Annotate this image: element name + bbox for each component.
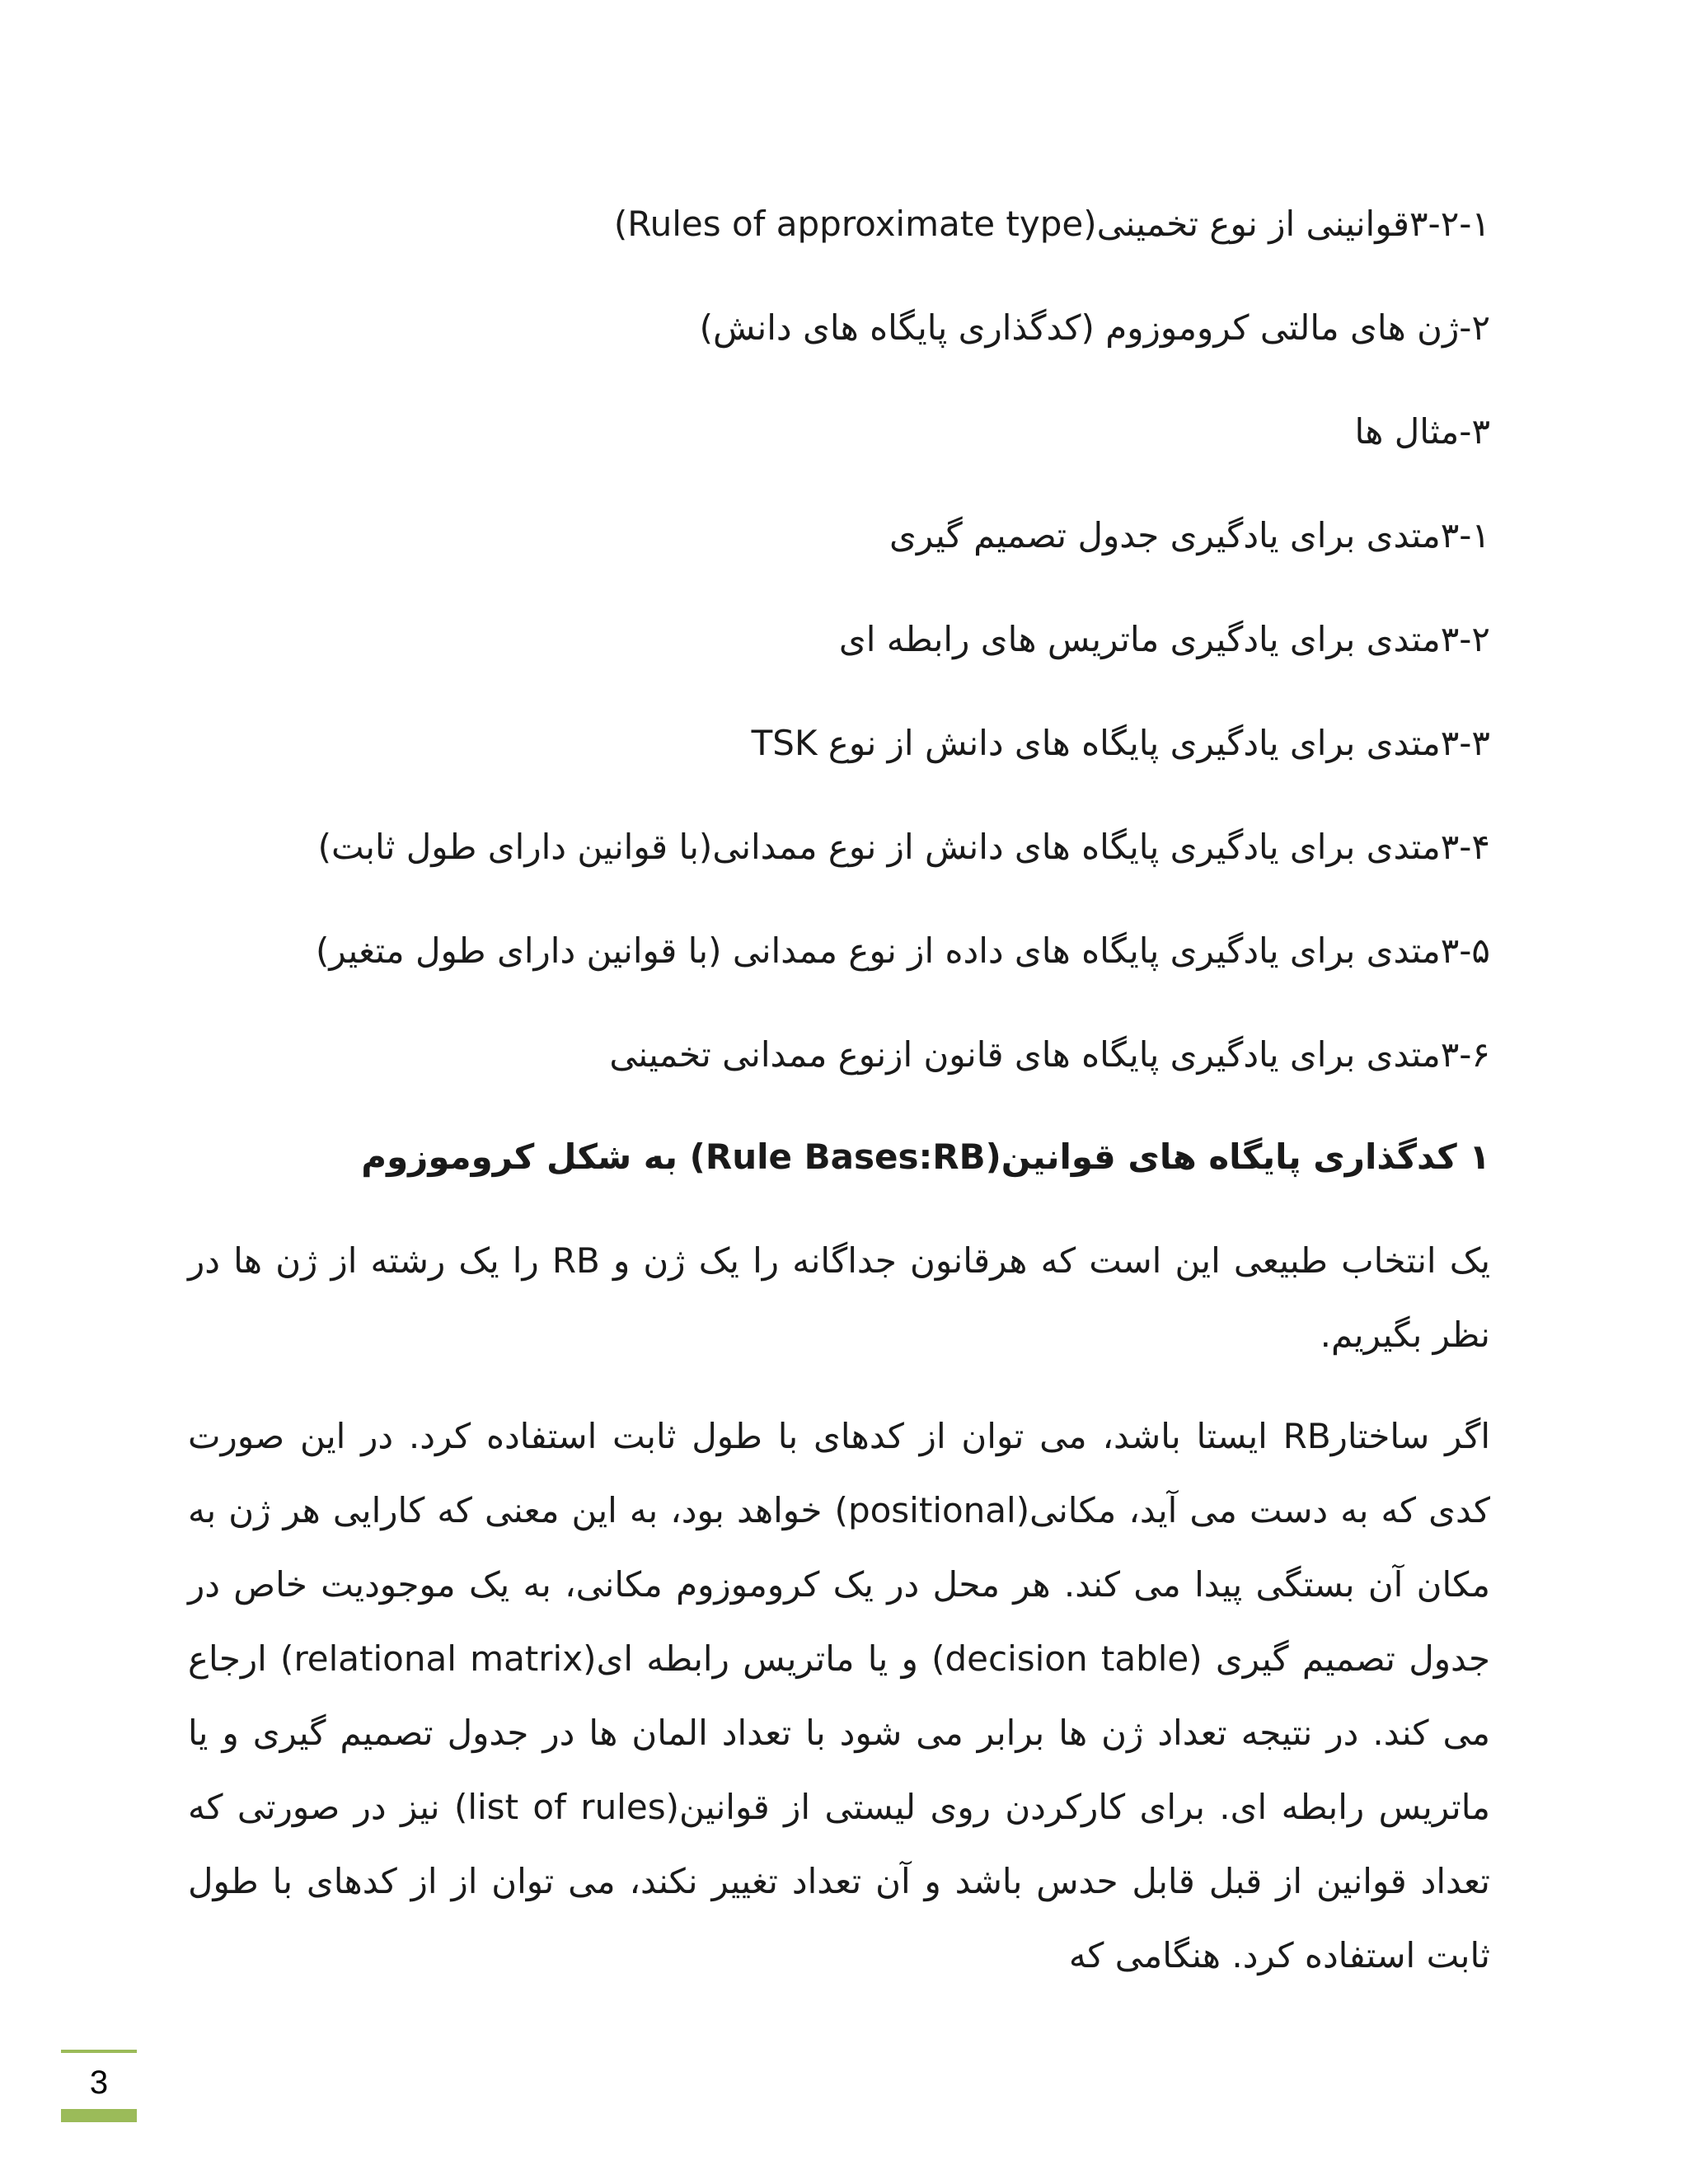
page-number-bottom-rule	[61, 2109, 137, 2122]
toc-item-3-3: ۳-۳متدی برای یادگیری پایگاه های دانش از نوع TSK	[751, 723, 1490, 763]
paragraph-1: یک انتخاب طبیعی این است که هرقانون جداگانه را یک ژن و RB را یک رشته از ژن ها در نظر بگیریم.	[188, 1240, 1491, 1355]
page-number-top-rule	[61, 2050, 137, 2053]
toc-item-3-5: ۳-۵متدی برای یادگیری پایگاه های داده از نوع ممدانی (با قوانین دارای طول متغیر)	[315, 930, 1490, 971]
toc-item-3: ۳-مثال ها	[1354, 411, 1490, 452]
paragraph-2: اگر ساختارRB ایستا باشد، می توان از کدهای با طول ثابت استفاده کرد. در این صورت کدی که به دست می آید، مکانی(positional) خواهد بود، به این معنی که کارایی هر ژن به مکان آن بستگی پیدا می کند. هر محل در یک کروموزوم مکانی، به یک موجودیت خاص در جدول تصمیم گیری (decision table) و یا ماتریس رابطه ای(relational matrix) ارجاع می کند. در نتیجه تعداد ژن ها برابر می شود با تعداد المان ها در جدول تصمیم گیری و یا ماتریس رابطه ای. برای کارکردن روی لیستی از قوانین(list of rules) نیز در صورتی که تعداد قوانین از قبل قابل حدس باشد و آن تعداد تغییر نکند، می توان از از کدهای با طول ثابت استفاده کرد. هنگامی که	[188, 1416, 1491, 1975]
toc-item-3-6: ۳-۶متدی برای یادگیری پایگاه های قانون ازنوع ممدانی تخمینی	[609, 1034, 1490, 1075]
toc-item-3-4: ۳-۴متدی برای یادگیری پایگاه های دانش از نوع ممدانی(با قوانین دارای طول ثابت)	[317, 827, 1490, 867]
section-heading: ۱ کدگذاری پایگاه های قوانین(Rule Bases:RB) به شکل کروموزوم	[361, 1137, 1490, 1177]
page-number: 3	[89, 2064, 109, 2101]
toc-item-3-2: ۳-۲متدی برای یادگیری ماتریس های رابطه ای	[838, 619, 1490, 659]
page-number-footer	[61, 2050, 137, 2122]
toc-item-3-2-1: ۳-۲-۱قوانینی از نوع تخمینی(Rules of approximate type)	[613, 204, 1490, 244]
toc-item-2: ۲-ژن های مالتی کروموزوم (کدگذاری پایگاه های دانش)	[699, 307, 1490, 348]
toc-item-3-1: ۳-۱متدی برای یادگیری جدول تصمیم گیری	[889, 515, 1490, 555]
